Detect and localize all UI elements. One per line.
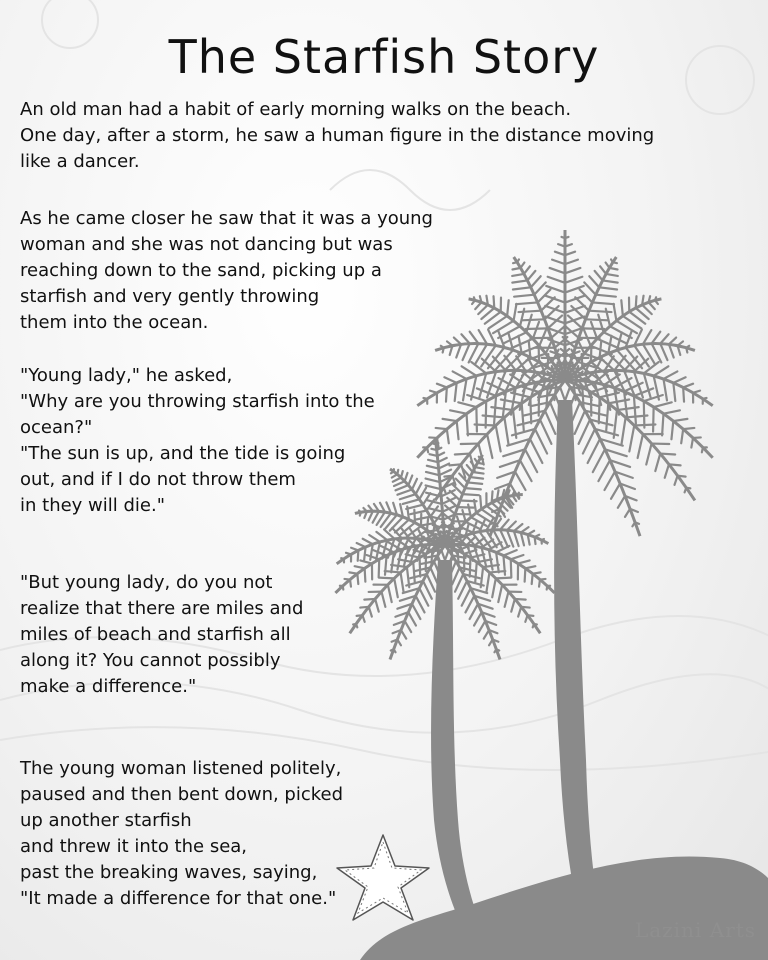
story-line: along it? You cannot possibly [20, 650, 281, 671]
story-paragraph [20, 97, 654, 175]
story-line: realize that there are miles and [20, 598, 304, 619]
story-line: them into the ocean. [20, 312, 209, 333]
story-paragraph [20, 206, 433, 336]
story-line: like a dancer. [20, 151, 140, 172]
story-line: "It made a difference for that one." [20, 888, 337, 909]
story-line: starfish and very gently throwing [20, 286, 320, 307]
story-line: An old man had a habit of early morning walks on the beach. [20, 99, 572, 120]
story-line: The young woman listened politely, [20, 758, 342, 779]
page-title: The Starfish Story [168, 30, 600, 84]
story-line: reaching down to the sand, picking up a [20, 260, 382, 281]
story-line: in they will die." [20, 495, 165, 516]
story-line: paused and then bent down, picked [20, 784, 344, 805]
story-line: out, and if I do not throw them [20, 469, 296, 490]
watermark: Lazini Arts [634, 918, 756, 942]
starfish-icon [337, 835, 429, 920]
story-line: "Why are you throwing starfish into the [20, 391, 375, 412]
story-line: One day, after a storm, he saw a human figure in the distance moving [20, 125, 655, 146]
story-paragraph [20, 756, 343, 912]
story-line: make a difference." [20, 676, 197, 697]
story-line: "The sun is up, and the tide is going [20, 443, 346, 464]
story-paragraph [20, 570, 303, 700]
story-paragraph [20, 363, 375, 519]
story-line: past the breaking waves, saying, [20, 862, 318, 883]
story-line: woman and she was not dancing but was [20, 234, 393, 255]
story-line: "But young lady, do you not [20, 572, 273, 593]
story-line: miles of beach and starfish all [20, 624, 291, 645]
story-line: "Young lady," he asked, [20, 365, 233, 386]
story-line: and threw it into the sea, [20, 836, 248, 857]
story-line: As he came closer he saw that it was a young [20, 208, 433, 229]
story-line: up another starfish [20, 810, 192, 831]
story-line: ocean?" [20, 417, 93, 438]
